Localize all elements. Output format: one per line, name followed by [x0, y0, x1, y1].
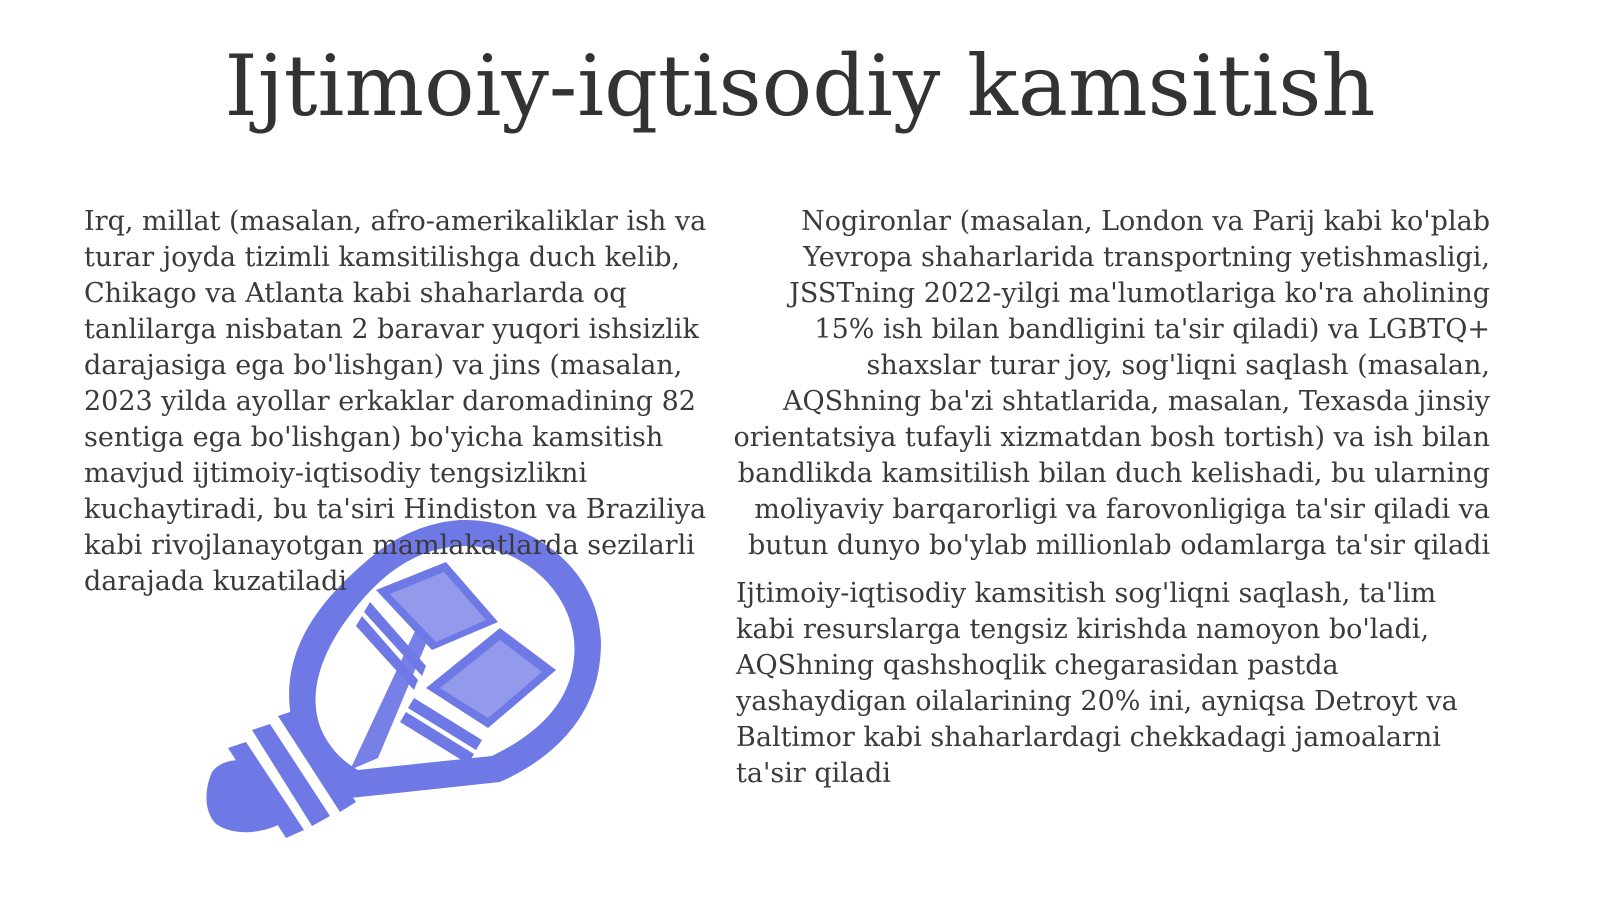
paragraph-right-top: Nogironlar (masalan, London va Parij kabi ko'plab Yevropa shaharlarida transportning yetishmasligi, JSSTning 2022-yilgi ma'lumotlariga ko'ra aholining 15% ish bilan bandligini ta'sir qiladi) va LGBTQ+ shaxslar turar joy, sog'liqni saqlash (masalan, AQShning ba'zi shtatlarida, masalan, Texasda jinsiy orientatsiya tufayli xizmatdan bosh tortish) va ish bilan bandlikda kamsitilish bilan duch kelishadi, bu ularning moliyaviy barqarorligi va farovonligiga ta'sir qiladi va butun dunyo bo'ylab millionlab odamlarga ta'sir qiladi — [733, 206, 1490, 561]
paragraph-left: Irq, millat (masalan, afro-amerikaliklar ish va turar joyda tizimli kamsitilishga duch kelib, Chikago va Atlanta kabi shaharlarda oq tanlilarga nisbatan 2 baravar yuqori ishsizlik darajasiga ega bo'lishgan) va jins (masalan, 2023 yilda ayollar erkaklar daromadining 82 sentiga ega bo'lishgan) bo'yicha kamsitish mavjud ijtimoiy-iqtisodiy tengsizlikni kuchaytiradi, bu ta'siri Hindiston va Braziliya kabi rivojlanayotgan mamlakatlarda sezilarli darajada kuzatiladi — [84, 206, 707, 597]
paragraph-right-bottom: Ijtimoiy-iqtisodiy kamsitish sog'liqni saqlash, ta'lim kabi resurslarga tengsiz kirishda namoyon bo'ladi, AQShning qashshoqlik chegarasidan pastda yashaydigan oilalarining 20% ini, ayniqsa Detroyt va Baltimor kabi shaharlardagi chekkadagi jamoalarni ta'sir qiladi — [736, 578, 1458, 789]
slide-title: Ijtimoiy-iqtisodiy kamsitish — [224, 37, 1376, 135]
